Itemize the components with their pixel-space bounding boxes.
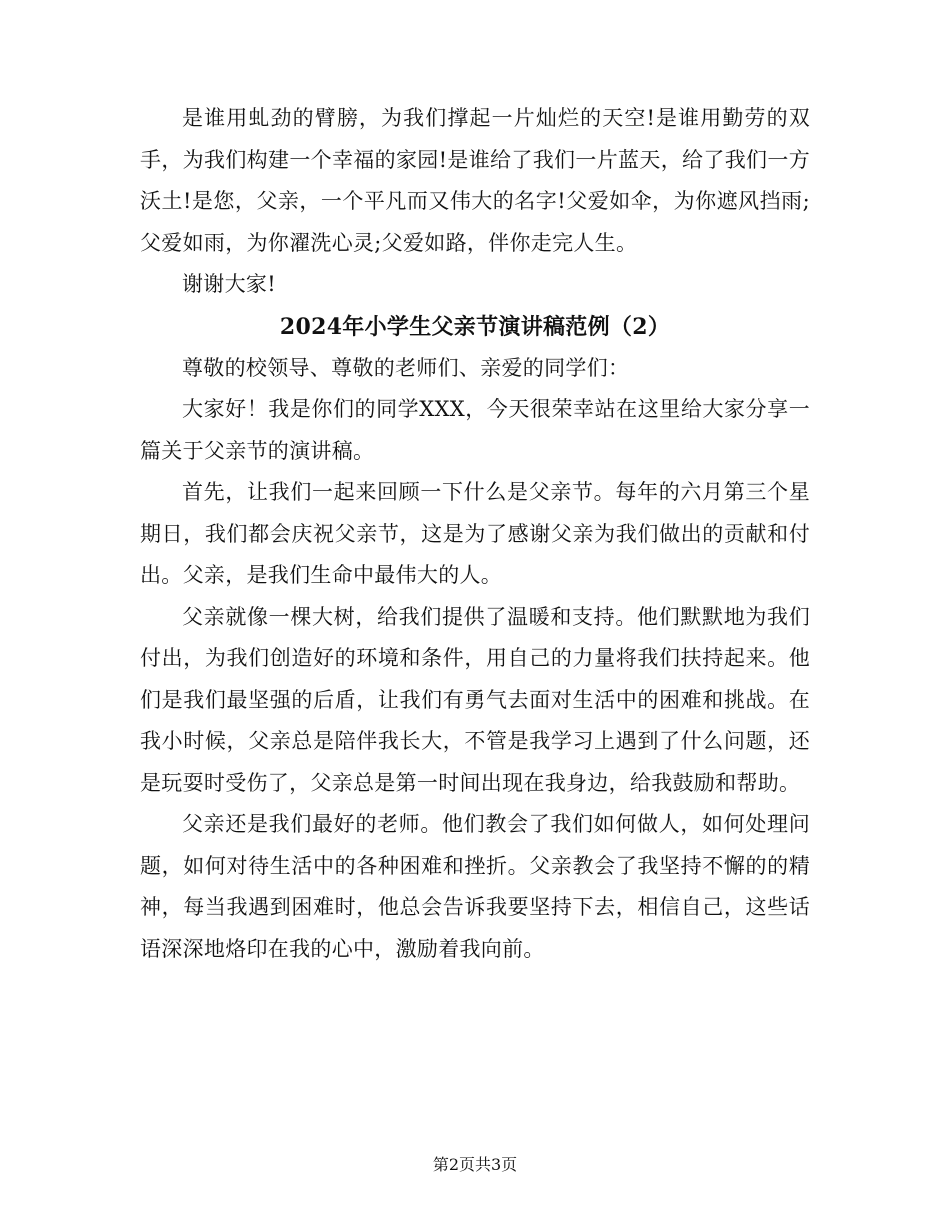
- paragraph-thanks: 谢谢大家!: [182, 272, 276, 296]
- paragraph-father-teacher: 父亲还是我们最好的老师。他们教会了我们如何做人，如何处理问题，如何对待生活中的各种困难和挫折。父亲教会了我坚持不懈的的精神，每当我遇到困难时，他总会告诉我要坚持下去，相信自己，这些话语深深地烙印在我的心中，激励着我向前。: [140, 812, 810, 961]
- page-number: 第2页共3页: [432, 1155, 518, 1174]
- document-body: [140, 98, 810, 970]
- paragraph-fathers-day-intro: 首先，让我们一起来回顾一下什么是父亲节。每年的六月第三个星期日，我们都会庆祝父亲节，这是为了感谢父亲为我们做出的贡献和付出。父亲，是我们生命中最伟大的人。: [140, 480, 810, 587]
- paragraph-father-praise: 是谁用虬劲的臂膀，为我们撑起一片灿烂的天空!是谁用勤劳的双手，为我们构建一个幸福的家园!是谁给了我们一片蓝天，给了我们一方沃土!是您，父亲，一个平凡而又伟大的名字!父爱如伞，为你遮风挡雨;父爱如雨，为你濯洗心灵;父爱如路，伴你走完人生。: [140, 106, 810, 255]
- section-title: 2024年小学生父亲节演讲稿范例（2）: [279, 313, 671, 340]
- paragraph-father-tree: 父亲就像一棵大树，给我们提供了温暖和支持。他们默默地为我们付出，为我们创造好的环境和条件，用自己的力量将我们扶持起来。他们是我们最坚强的后盾，让我们有勇气去面对生活中的困难和挑战。在我小时候，父亲总是陪伴我长大，不管是我学习上遇到了什么问题，还是玩耍时受伤了，父亲总是第一时间出现在我身边，给我鼓励和帮助。: [140, 604, 810, 795]
- paragraph-salutation: 尊敬的校领导、尊敬的老师们、亲爱的同学们：: [182, 355, 630, 380]
- paragraph-greeting: 大家好！我是你们的同学XXX，今天很荣幸站在这里给大家分享一篇关于父亲节的演讲稿。: [140, 397, 810, 463]
